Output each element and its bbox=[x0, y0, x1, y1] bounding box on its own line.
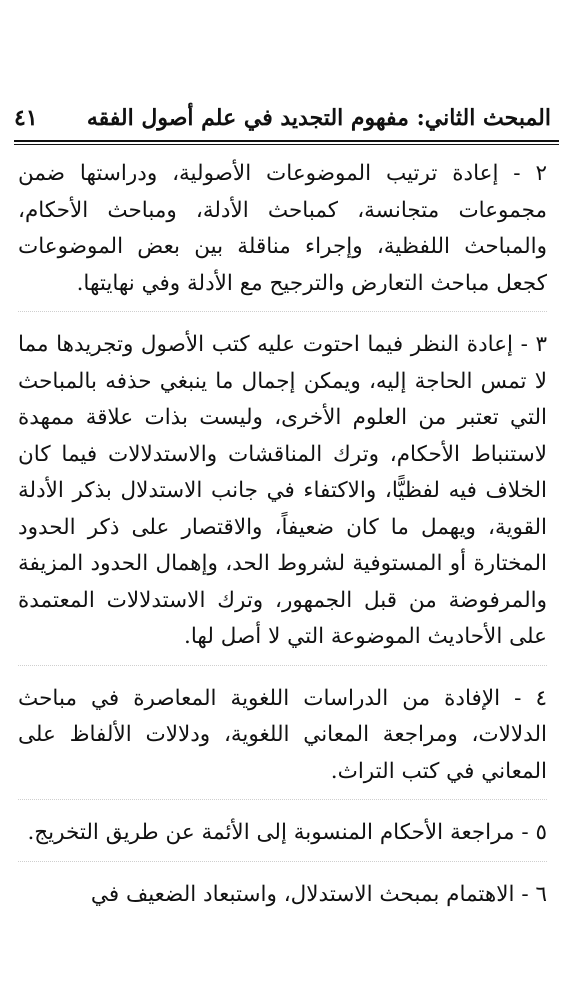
paragraph-item-2: ٢ - إعادة ترتيب الموضوعات الأصولية، ودراستها ضمن مجموعات متجانسة، كمباحث الأدلة، ومباحث الأحكام، والمباحث اللفظية، وإجراء مناقلة بين بعض الموضوعات كجعل مباحث التعارض والترجيح مع الأدلة وفي نهايتها. bbox=[18, 156, 547, 312]
header-title: المبحث الثاني: مفهوم التجديد في علم أصول الفقه bbox=[86, 105, 551, 131]
paragraph-item-4: ٤ - الإفادة من الدراسات اللغوية المعاصرة في مباحث الدلالات، ومراجعة المعاني اللغوية، ودلالات الألفاظ على المعاني في كتب التراث. bbox=[18, 681, 547, 801]
paragraph-item-6: ٦ - الاهتمام بمبحث الاستدلال، واستبعاد الضعيف في bbox=[90, 881, 547, 907]
header-rule-thin bbox=[14, 144, 559, 145]
running-header bbox=[14, 98, 551, 138]
paragraph-item-5: ٥ - مراجعة الأحكام المنسوبة إلى الأئمة عن طريق التخريج. bbox=[18, 815, 547, 862]
page-number: ٤١ bbox=[14, 105, 38, 131]
paragraph-item-3: ٣ - إعادة النظر فيما احتوت عليه كتب الأصول وتجريدها مما لا تمس الحاجة إليه، ويمكن إجمال ما ينبغي حذفه بالمباحث التي تعتبر من العلوم الأخرى، وليست بذات علاقة ممهدة لاستنباط الأحكام، وترك المناقشات والاستدلالات فيما كان الخلاف فيه لفظيًّا، والاكتفاء في جانب الاستدلال بذكر الأدلة القوية، ويهمل ما كان ضعيفاً، والاقتصار على ذكر الحدود المختارة أو المستوفية لشروط الحد، وإهمال الحدود المزيفة والمرفوضة من قبل الجمهور، وترك الاستدلالات المعتمدة على الأحاديث الموضوعة التي لا أصل لها. bbox=[18, 327, 547, 666]
header-rule bbox=[14, 140, 559, 142]
body-text bbox=[18, 156, 547, 937]
